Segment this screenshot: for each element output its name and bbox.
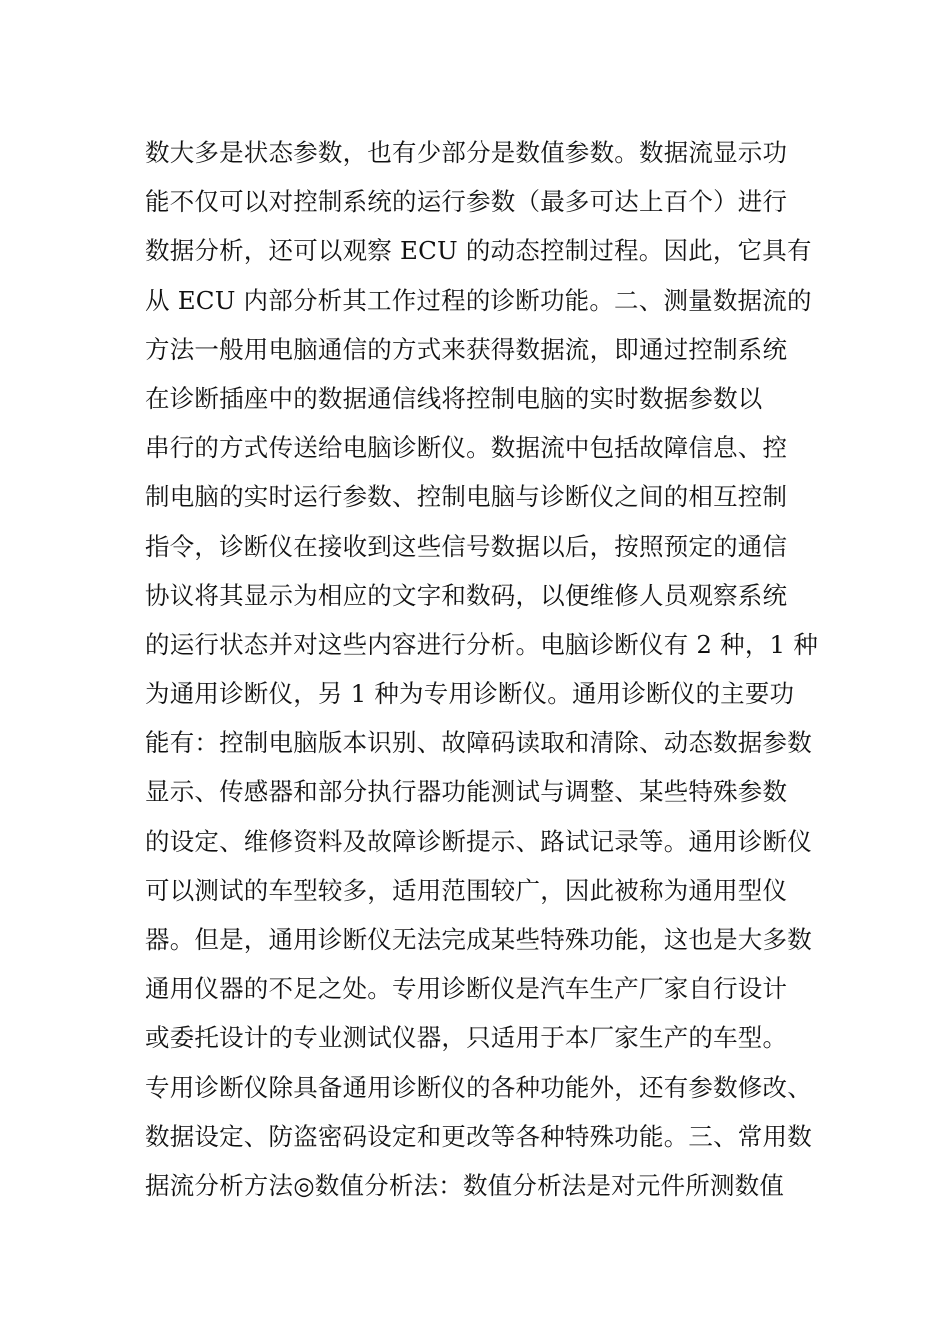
text-line: 专用诊断仪除具备通用诊断仪的各种功能外，还有参数修改、 <box>145 1072 812 1102</box>
text-line: 指令，诊断仪在接收到这些信号数据以后，按照预定的通信 <box>145 531 788 561</box>
text-line: 从 ECU 内部分析其工作过程的诊断功能。二、测量数据流的 <box>145 285 812 315</box>
text-line: 数据设定、防盗密码设定和更改等各种特殊功能。三、常用数 <box>145 1121 812 1151</box>
text-line: 协议将其显示为相应的文字和数码，以便维修人员观察系统 <box>145 580 788 610</box>
body-paragraph <box>145 128 825 1210</box>
text-line: 为通用诊断仪，另 1 种为专用诊断仪。通用诊断仪的主要功 <box>145 679 795 709</box>
text-line: 能不仅可以对控制系统的运行参数（最多可达上百个）进行 <box>145 187 788 217</box>
text-line: 可以测试的车型较多，适用范围较广，因此被称为通用型仪 <box>145 875 788 905</box>
text-line: 或委托设计的专业测试仪器，只适用于本厂家生产的车型。 <box>145 1023 788 1053</box>
text-line: 方法一般用电脑通信的方式来获得数据流，即通过控制系统 <box>145 334 788 364</box>
text-line: 的设定、维修资料及故障诊断提示、路试记录等。通用诊断仪 <box>145 826 812 856</box>
text-line: 的运行状态并对这些内容进行分析。电脑诊断仪有 2 种，1 种 <box>145 629 819 659</box>
text-line: 在诊断插座中的数据通信线将控制电脑的实时数据参数以 <box>145 383 763 413</box>
text-line: 通用仪器的不足之处。专用诊断仪是汽车生产厂家自行设计 <box>145 974 788 1004</box>
text-line: 显示、传感器和部分执行器功能测试与调整、某些特殊参数 <box>145 777 788 807</box>
text-line: 据流分析方法◎数值分析法：数值分析法是对元件所测数值 <box>145 1170 785 1200</box>
text-line: 能有：控制电脑版本识别、故障码读取和清除、动态数据参数 <box>145 728 812 758</box>
text-line: 数大多是状态参数，也有少部分是数值参数。数据流显示功 <box>145 138 788 167</box>
text-line: 串行的方式传送给电脑诊断仪。数据流中包括故障信息、控 <box>145 433 788 463</box>
text-line: 器。但是，通用诊断仪无法完成某些特殊功能，这也是大多数 <box>145 925 812 954</box>
text-line: 数据分析，还可以观察 ECU 的动态控制过程。因此，它具有 <box>145 236 812 266</box>
text-line: 制电脑的实时运行参数、控制电脑与诊断仪之间的相互控制 <box>145 482 788 512</box>
